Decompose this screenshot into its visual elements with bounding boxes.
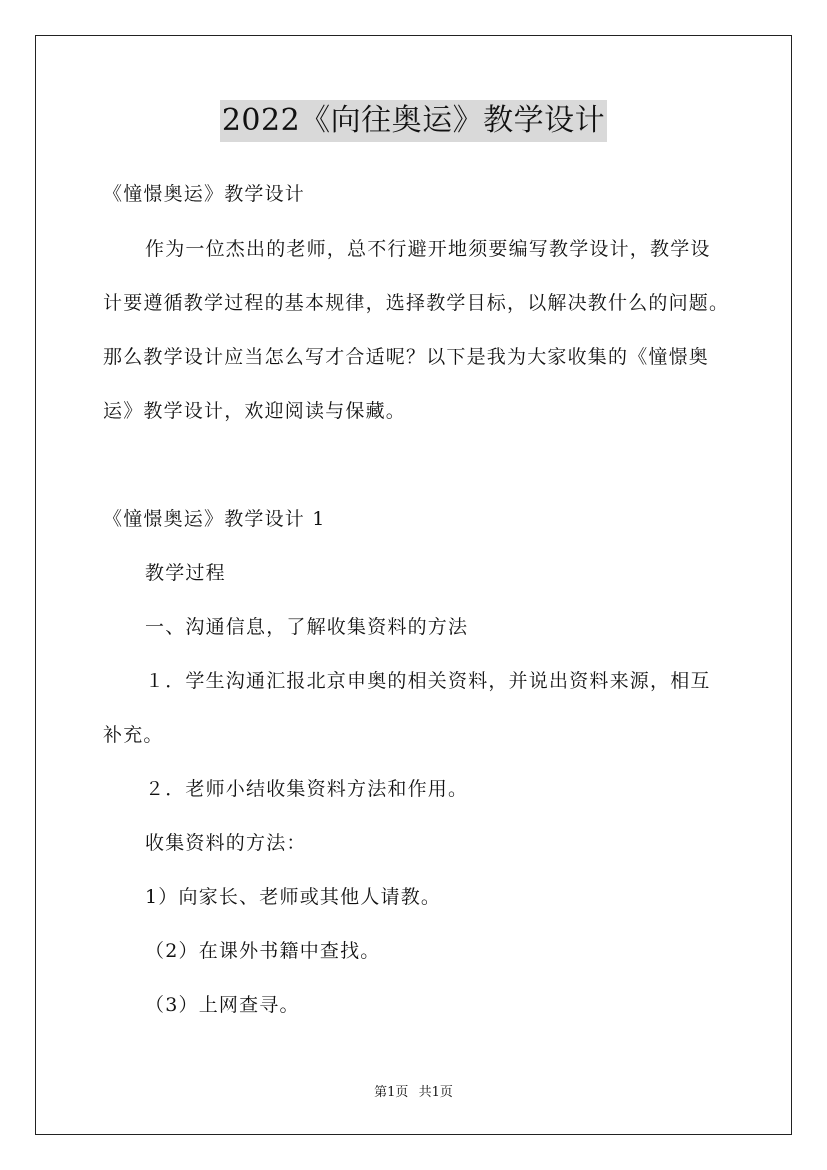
intro-line: 计要遵循教学过程的基本规律，选择教学目标，以解决教什么的问题。 bbox=[103, 292, 730, 314]
body-paragraph: １．学生沟通汇报北京申奥的相关资料，并说出资料来源，相互 bbox=[145, 670, 711, 692]
body-paragraph: 收集资料的方法： bbox=[145, 832, 307, 854]
body-paragraph: 1）向家长、老师或其他人请教。 bbox=[145, 886, 442, 908]
body-paragraph: （3）上网查寻。 bbox=[145, 994, 300, 1016]
page-number: 第1页 bbox=[374, 1085, 409, 1100]
body-paragraph: （2）在课外书籍中查找。 bbox=[145, 940, 381, 962]
body-paragraph: ２．老师小结收集资料方法和作用。 bbox=[145, 778, 469, 800]
document-title: 2022《向往奥运》教学设计 bbox=[220, 100, 607, 142]
title-wrap bbox=[0, 100, 827, 142]
body-paragraph: 补充。 bbox=[103, 724, 164, 746]
intro-line: 运》教学设计，欢迎阅读与保藏。 bbox=[103, 400, 407, 422]
document-subtitle: 《憧憬奥运》教学设计 bbox=[103, 183, 306, 205]
body-paragraph: 一、沟通信息，了解收集资料的方法 bbox=[145, 616, 469, 638]
intro-line: 那么教学设计应当怎么写才合适呢？以下是我为大家收集的《憧憬奥 bbox=[103, 346, 710, 368]
section-heading: 《憧憬奥运》教学设计 1 bbox=[103, 508, 326, 530]
page-footer bbox=[0, 1085, 827, 1101]
intro-line: 作为一位杰出的老师，总不行避开地须要编写教学设计，教学设 bbox=[145, 238, 711, 260]
page-total: 共1页 bbox=[418, 1085, 453, 1100]
body-paragraph: 教学过程 bbox=[145, 562, 226, 584]
